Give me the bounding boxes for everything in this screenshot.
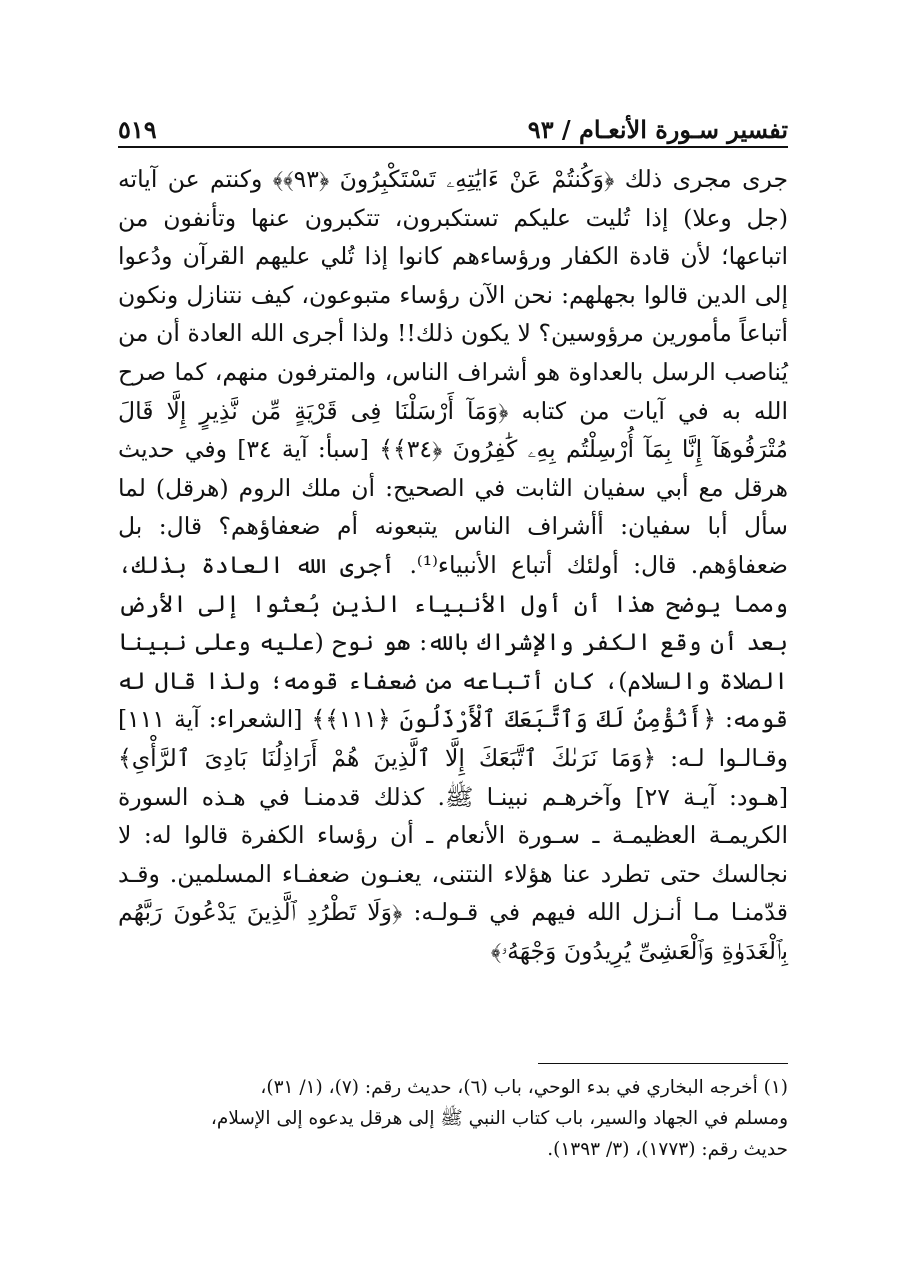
footnote-line: ومسلم في الجهاد والسير، باب كتاب النبي ﷺ إلى هرقل يدعوه إلى الإسلام، — [210, 1108, 788, 1129]
running-title: تفسير سـورة الأنعـام / ٩٣ — [527, 115, 788, 144]
body-paragraph: جرى مجرى ذلك ﴿وَكُنتُمْ عَنْ ءَايَٰتِهِۦ تَسْتَكْبِرُونَ ﴿٩٣﴾﴾ وكنتم عن آياته (جل وعلا) إذا تُليت عليكم تستكبرون، تتكبرون عنها وتأنفون من اتباعها؛ لأن قادة الكفار ورؤساءهم كانوا إذا تُلي عليهم القرآن ودُعوا إلى الدين قالوا بجهلهم: نحن الآن رؤساء متبوعون، كيف نتنازل ونكون أتباعاً مأمورين مرؤوسين؟ لا يكون ذلك!! ولذا أجرى الله العادة أن من يُناصب الرسل بالعداوة هو أشراف الناس، والمترفون منهم، كما صرح الله به في آيات من كتابه ﴿وَمَآ أَرْسَلْنَا فِى قَرْيَةٍ مِّن نَّذِيرٍ إِلَّا قَالَ مُتْرَفُوهَآ إِنَّا بِمَآ أُرْسِلْتُم بِهِۦ كَٰفِرُونَ ﴿٣٤﴾﴾ [سبأ: آية ٣٤] وفي حديث هرقل مع أبي سفيان الثابت في الصحيح: أن ملك الروم (هرقل) لما سأل أبا سفيان: أأشراف الناس يتبعونه أم ضعفاؤهم؟ قال: بل ضعفاؤهم. قال: أولئك أتباع الأنبياء⁽¹⁾. أجرى الله العادة بذلك، ومما يوضح هذا أن أول الأنبياء الذين بُعثوا إلى الأرض بعد أن وقع الكفر والإشراك بالله: هو نوح (عليه وعلى نبينا الصلاة والسلام)، كان أتباعه من ضعفاء قومه؛ ولذا قال له قومه: ﴿أَنُؤْمِنُ لَكَ وَٱتَّبَعَكَ ٱلْأَرْذَلُونَ ﴿١١١﴾﴾ [الشعراء: آية ١١١] وقـالـوا لـه: ﴿وَمَا نَرَىٰكَ ٱتَّبَعَكَ إِلَّا ٱلَّذِينَ هُمْ أَرَاذِلُنَا بَادِىَ ٱلرَّأْىِ﴾ [هـود: آيـة ٢٧] وآخرهـم نبينـا ﷺ. كذلك قدمنـا في هـذه السورة الكريمـة العظيمـة ـ سـورة الأنعام ـ أن رؤساء الكفرة قالوا له: لا نجالسك حتى تطرد عنا هؤلاء النتنى، يعنـون ضعفـاء المسلمين. وقـد قدّمنـا مـا أنـزل الله فيهم في قـولـه: ﴿وَلَا تَطْرُدِ ٱلَّذِينَ يَدْعُونَ رَبَّهُم بِٱلْغَدَوٰةِ وَٱلْعَشِىِّ يُرِيدُونَ وَجْهَهُۥ﴾ — [118, 165, 788, 965]
body-text — [118, 160, 788, 970]
footnote-rule — [538, 1063, 788, 1064]
footnote-line: (١) أخرجه البخاري في بدء الوحي، باب (٦)، حديث رقم: (٧)، (١/ ٣١)، — [260, 1077, 788, 1098]
footnotes — [118, 1072, 788, 1165]
header-rule — [118, 146, 788, 148]
page-header — [118, 108, 788, 144]
page-number: ٥١٩ — [118, 115, 157, 144]
footnote-line: حديث رقم: (١٧٧٣)، (٣/ ١٣٩٣). — [547, 1139, 788, 1160]
